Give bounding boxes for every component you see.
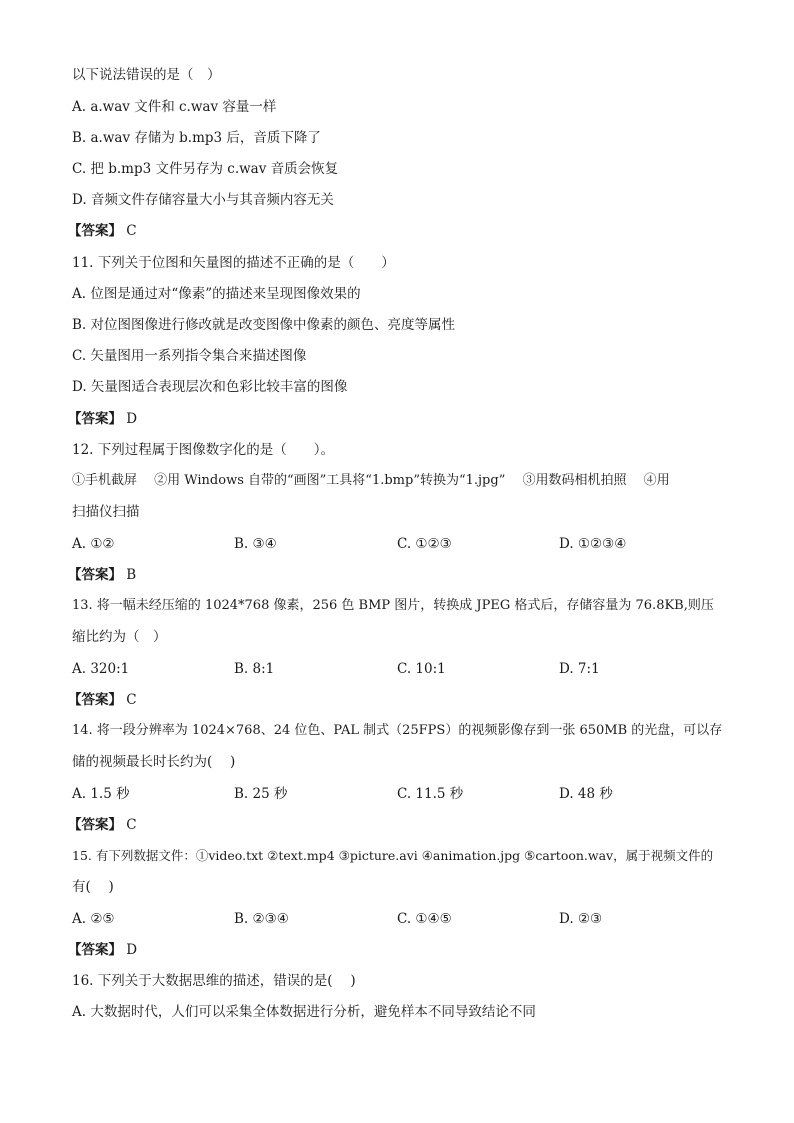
q15-option-a: A. ②⑤: [72, 911, 115, 927]
answer-value: D: [126, 942, 138, 958]
answer-value: B: [126, 567, 137, 583]
q15-option-d: D. ②③: [559, 911, 603, 927]
answer-label: 【答案】: [68, 567, 122, 583]
q12-option-d: D. ①②③④: [559, 536, 627, 552]
answer-label: 【答案】: [68, 692, 122, 708]
q11-option-d: D. 矢量图适合表现层次和色彩比较丰富的图像: [72, 379, 348, 395]
q14-stem-line1: 14. 将一段分辨率为 1024×768、24 位色、PAL 制式（25FPS）的视频影像存到一张 650MB 的光盘，可以存: [72, 723, 723, 738]
q13-answer: [68, 691, 137, 709]
q16-stem: 16. 下列关于大数据思维的描述，错误的是( ): [72, 973, 356, 989]
q12-statement-line1: ①手机截屏 ②用 Windows 自带的“画图”工具将“1.bmp”转换为“1.jpg” ③用数码相机拍照 ④用: [72, 473, 670, 488]
q16-option-a: A. 大数据时代，人们可以采集全体数据进行分析，避免样本不同导致结论不同: [72, 1004, 536, 1020]
q14-stem-line2: 储的视频最长时长约为( ): [72, 754, 236, 770]
q15-option-b: B. ②③④: [234, 911, 289, 927]
q12-option-c: C. ①②③: [397, 536, 452, 552]
answer-value: D: [126, 411, 138, 427]
q11-stem: 11. 下列关于位图和矢量图的描述不正确的是（ ）: [72, 255, 395, 271]
q10-option-b: B. a.wav 存储为 b.mp3 后，音质下降了: [72, 130, 321, 146]
q15-stem-line1: 15. 有下列数据文件：①video.txt ②text.mp4 ③picture.avi ④animation.jpg ⑤cartoon.wav，属于视频文件的: [72, 848, 714, 863]
q14-option-d: D. 48 秒: [559, 786, 613, 802]
q12-option-a: A. ①②: [72, 536, 115, 552]
answer-label: 【答案】: [68, 942, 122, 958]
q12-answer: [68, 566, 136, 584]
q10-option-d: D. 音频文件存储容量大小与其音频内容无关: [72, 192, 334, 208]
q13-option-c: C. 10:1: [397, 661, 446, 677]
answer-value: C: [126, 223, 137, 239]
q12-stem: 12. 下列过程属于图像数字化的是（ ）。: [72, 442, 335, 458]
q11-answer: [68, 410, 137, 428]
q12-statement-line2: 扫描仪扫描: [72, 504, 140, 520]
q10-option-c: C. 把 b.mp3 文件另存为 c.wav 音质会恢复: [72, 161, 339, 177]
q10-stem: 以下说法错误的是（ ）: [72, 67, 221, 83]
q14-option-b: B. 25 秒: [234, 786, 288, 802]
answer-label: 【答案】: [68, 411, 122, 427]
answer-label: 【答案】: [68, 223, 122, 239]
answer-value: C: [126, 692, 137, 708]
q13-option-d: D. 7:1: [559, 661, 600, 677]
answer-label: 【答案】: [68, 817, 122, 833]
q14-answer: [68, 816, 137, 834]
q14-option-a: A. 1.5 秒: [72, 786, 130, 802]
q10-answer: [68, 222, 137, 240]
q11-option-a: A. 位图是通过对“像素”的描述来呈现图像效果的: [72, 286, 361, 302]
q15-answer: [68, 941, 137, 959]
q13-stem-line1: 13. 将一幅未经压缩的 1024*768 像素，256 色 BMP 图片，转换成 JPEG 格式后，存储容量为 76.8KB,则压: [72, 598, 714, 613]
q14-option-c: C. 11.5 秒: [397, 786, 464, 802]
q10-option-a: A. a.wav 文件和 c.wav 容量一样: [72, 99, 277, 115]
answer-value: C: [126, 817, 137, 833]
q13-option-a: A. 320:1: [72, 661, 130, 677]
q13-option-b: B. 8:1: [234, 661, 275, 677]
q11-option-c: C. 矢量图用一系列指令集合来描述图像: [72, 348, 307, 364]
q12-option-b: B. ③④: [234, 536, 277, 552]
q15-option-c: C. ①④⑤: [397, 911, 452, 927]
q11-option-b: B. 对位图图像进行修改就是改变图像中像素的颜色、亮度等属性: [72, 317, 456, 333]
q13-stem-line2: 缩比约为（ ）: [72, 629, 167, 645]
q15-stem-line2: 有( ): [72, 879, 114, 895]
